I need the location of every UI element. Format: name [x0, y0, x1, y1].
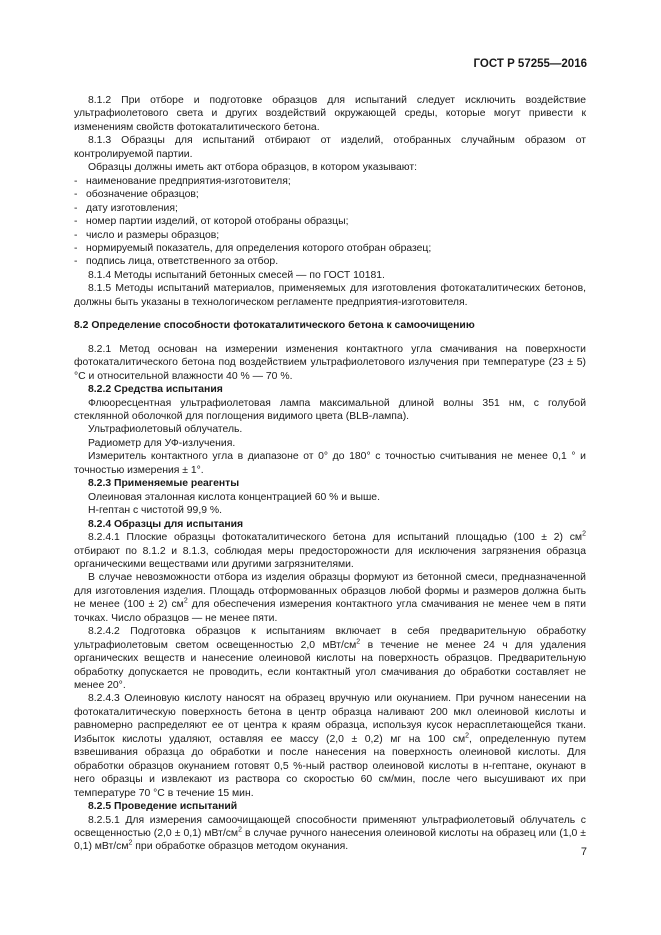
- paragraph-angle-meter: Измеритель контактного угла в диапазоне от 0° до 180° с точностью считывания не менее 0,1 ° и точностью измерения ± 1°.: [74, 451, 586, 476]
- paragraph-oleic-acid: Олеиновая эталонная кислота концентрацией 60 % и выше.: [88, 491, 380, 503]
- document-id-header: ГОСТ Р 57255—2016: [473, 58, 587, 70]
- subsection-heading-8-2-4: 8.2.4 Образцы для испытания: [88, 518, 244, 530]
- act-list: [74, 175, 586, 269]
- subsection-heading-8-2-3: 8.2.3 Применяемые реагенты: [88, 478, 240, 490]
- subsection-heading-8-2-5: 8.2.5 Проведение испытаний: [88, 801, 238, 813]
- paragraph-8-2-5-1: 8.2.5.1 Для измерения самоочищающей способности применяют ультрафиолетовый облучатель с освещенностью (2,0 ± 0,1) мВт/$см^2$ в случае ручного нанесения олеиновой кислоты на образец или (1,0 ± 0,1) мВт/$см^2$ при обработке образцов методом окунания.: [74, 814, 586, 853]
- list-item: - наименование предприятия-изготовителя;: [74, 175, 291, 187]
- paragraph-heptane: Н-гептан с чистотой 99,9 %.: [88, 505, 223, 517]
- paragraph-8-1-3: 8.1.3 Образцы для испытаний отбирают от изделий, отобранных случайным образом от контролируемой партии.: [74, 135, 586, 160]
- list-item: - подпись лица, ответственного за отбор.: [74, 256, 279, 268]
- document-body: [74, 94, 586, 854]
- paragraph-case-impossible: В случае невозможности отбора из изделия образцы формуют из бетонной смеси, предназначенной для изготовления изделия. Площадь отформованных образцов любой формы и размеров должна быть не менее (100 ± 2) $см^2$ для обеспечения измерения контактного угла смачивания не менее чем в пяти точках. Число образцов — не менее пяти.: [74, 572, 587, 624]
- section-heading-8-2: 8.2 Определение способности фотокаталитического бетона к самоочищению: [74, 320, 475, 332]
- paragraph-uv-lamp: Флюоресцентная ультрафиолетовая лампа максимальной длиной волны 351 нм, с голубой стеклянной оболочкой для поглощения видимого цвета (BLB-лампа).: [74, 397, 586, 422]
- paragraph-act-intro: Образцы должны иметь акт отбора образцов, в котором указывают:: [88, 162, 418, 174]
- list-item: - дату изготовления;: [74, 202, 178, 214]
- paragraph-8-1-4: 8.1.4 Методы испытаний бетонных смесей — по ГОСТ 10181.: [88, 269, 385, 281]
- subsection-heading-8-2-2: 8.2.2 Средства испытания: [88, 384, 223, 396]
- paragraph-uv-irradiator: Ультрафиолетовый облучатель.: [88, 424, 243, 436]
- page-number: 7: [580, 846, 587, 858]
- list-item: - обозначение образцов;: [74, 189, 199, 201]
- paragraph-8-2-4-1: 8.2.4.1 Плоские образцы фотокаталитического бетона для испытаний площадью (100 ± 2) $см^2$ отбирают по 8.1.2 и 8.1.3, соблюдая меры предосторожности для исключения загрязнения образца органическими веществами или другими загрязнителями.: [74, 530, 586, 570]
- paragraph-8-1-5: 8.1.5 Методы испытаний материалов, применяемых для изготовления фотокаталитических бетонов, должны быть указаны в технологическом регламенте предприятия-изготовителя.: [74, 283, 586, 308]
- list-item: - число и размеры образцов;: [74, 229, 220, 241]
- paragraph-8-2-4-2: 8.2.4.2 Подготовка образцов к испытаниям включает в себя предварительную обработку ультрафиолетовым светом освещенностью 2,0 мВт/$см^2$ в течение не менее 24 ч для удаления органических веществ и нанесение олеиновой кислоты на поверхность образцов. Предварительную обработку допускается не проводить, если контактный угол смачивания до обработки составляет не менее 20°.: [74, 626, 586, 692]
- paragraph-8-1-2: 8.1.2 При отборе и подготовке образцов для испытаний следует исключить воздействие ультрафиолетового света и других воздействий окружающей среды, которые могут привести к изменениям свойств фотокаталитического бетона.: [74, 95, 586, 133]
- list-item: - нормируемый показатель, для определения которого отобран образец;: [74, 242, 432, 254]
- list-item: - номер партии изделий, от которой отобраны образцы;: [74, 216, 349, 228]
- paragraph-radiometer: Радиометр для УФ-излучения.: [88, 437, 236, 449]
- paragraph-8-2-4-3: 8.2.4.3 Олеиновую кислоту наносят на образец вручную или окунанием. При ручном нанесении на фотокаталитическую поверхность бетона в центр образца наливают 200 мкл олеиновой кислоты и равномерно распределяют ее от центра к краям образца, используя кусок нерасплетающейся ткани. Избыток кислоты удаляют, оставляя ее массу (2,0 ± 0,2) мг на 100 $см^2$, определенную путем взвешивания образца до обработки и после нанесения на поверхность олеиновой кислоты. Для обработки образцов окунанием готовят 0,5 %-ный раствор олеиновой кислоты в н-гептане, окунают в него образцы и извлекают из раствора со скоростью 60 см/мин, после чего высушивают их при температуре 70 °С в течение 15 мин.: [74, 693, 587, 799]
- paragraph-8-2-1: 8.2.1 Метод основан на измерении изменения контактного угла смачивания на поверхности фотокаталитического бетона под воздействием ультрафиолетового излучения при температуре (23 ± 5) °С и относительной влажности 40 % — 70 %.: [74, 343, 586, 382]
